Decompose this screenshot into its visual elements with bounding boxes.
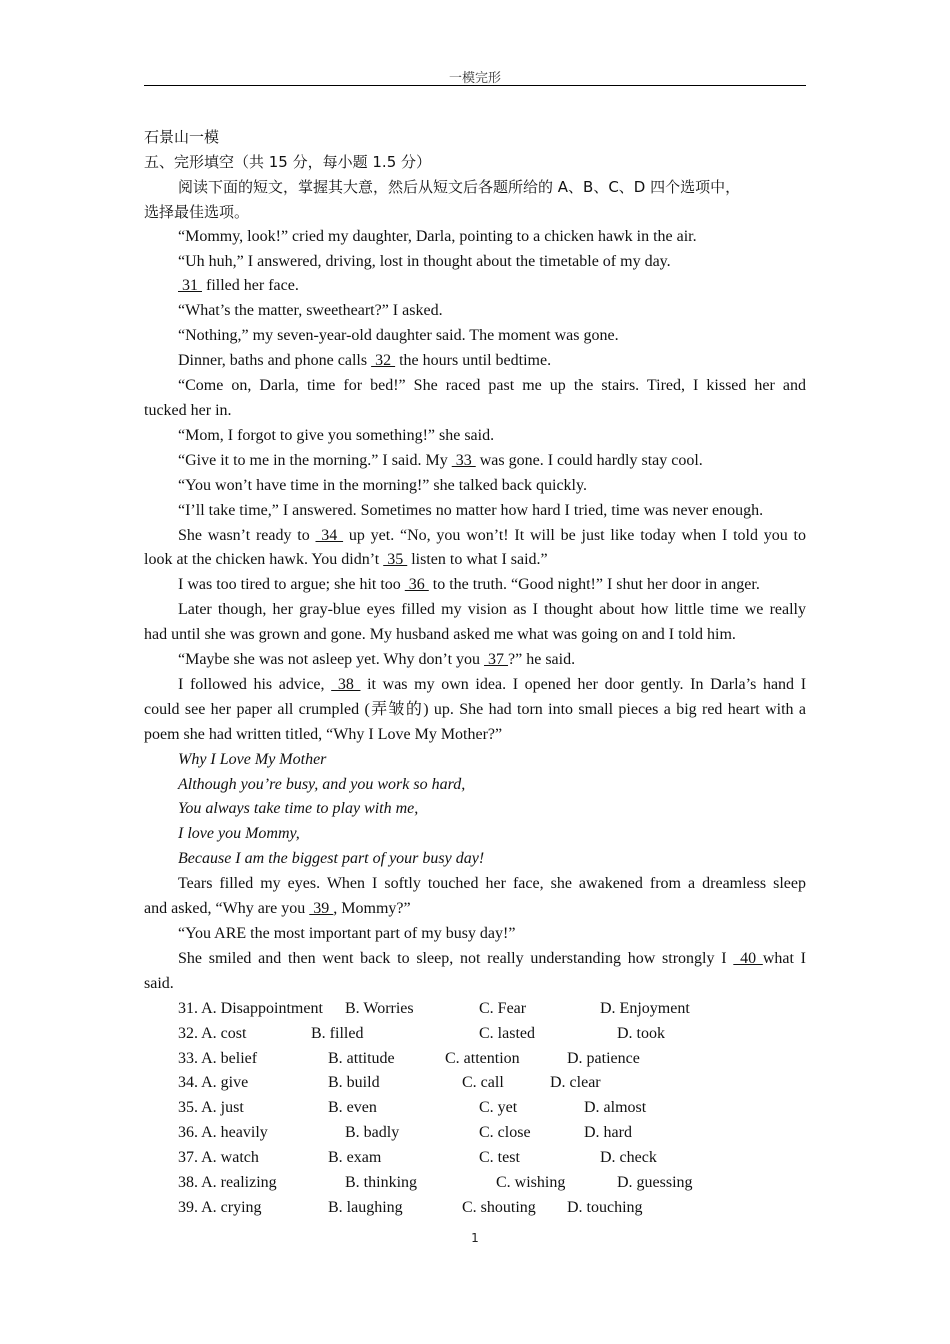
document-body: [144, 125, 806, 1221]
paragraph-14-line-1: Later though, her gray-blue eyes filled my vision as I thought about how little time we really: [178, 601, 806, 619]
paragraph-13: I was too tired to argue; she hit too 36 to the truth. “Good night!” I shut her door in anger.: [178, 576, 760, 594]
paragraph-12-line-1: She wasn’t ready to 34 up yet. “No, you won’t! It will be just like today when I told you to: [178, 526, 807, 544]
poem-line: Although you’re busy, and you work so hard,: [178, 775, 466, 793]
paragraph-9: “Give it to me in the morning.” I said. My 33 was gone. I could hardly stay cool.: [178, 451, 703, 469]
option-a: 38. A. realizing: [178, 1173, 277, 1191]
option-a: 39. A. crying: [178, 1198, 262, 1216]
paragraph-17-line-1: Tears filled my eyes. When I softly touched her face, she awakened from a dreamless sleep: [178, 875, 806, 893]
option-a: 34. A. give: [178, 1074, 249, 1092]
paragraph-1: “Mommy, look!” cried my daughter, Darla, pointing to a chicken hawk in the air.: [178, 227, 697, 245]
paragraph-15: “Maybe she was not asleep yet. Why don’t you 37 ?” he said.: [178, 651, 576, 669]
paragraph-16-line-2: could see her paper all crumpled (弄皱的) up. She had torn into small pieces a big red heart with a: [144, 700, 806, 718]
paragraph-18: “You ARE the most important part of my busy day!”: [178, 925, 516, 942]
blank-40: 40: [733, 949, 763, 967]
option-row-32: [144, 1022, 806, 1047]
paragraph-14-line-2: had until she was grown and gone. My husband asked me what was going on and I told him.: [144, 626, 736, 644]
paragraph-5: “Nothing,” my seven-year-old daughter said. The moment was gone.: [178, 327, 619, 345]
page-header-title: 一模完形: [448, 71, 501, 86]
blank-33: 33: [451, 451, 476, 469]
option-b: B. even: [328, 1099, 377, 1117]
option-c: C. lasted: [479, 1024, 535, 1042]
option-c: C. Fear: [479, 999, 527, 1017]
paragraph-11: “I’ll take time,” I answered. Sometimes no matter how hard I tried, time was never enough.: [178, 501, 764, 519]
option-b: B. attitude: [328, 1049, 395, 1067]
instruction-line-1: 阅读下面的短文，掌握其大意，然后从短文后各题所给的 A、B、C、D 四个选项中，: [178, 177, 741, 196]
option-b: B. filled: [311, 1024, 364, 1042]
blank-31: 31: [178, 277, 202, 295]
paragraph-7-line-2: tucked her in.: [144, 401, 232, 419]
option-row-36: [144, 1121, 806, 1146]
option-c: C. close: [479, 1124, 531, 1142]
option-d: D. hard: [584, 1124, 632, 1142]
paragraph-2: “Uh huh,” I answered, driving, lost in thought about the timetable of my day.: [178, 252, 671, 270]
option-row-35: [144, 1096, 806, 1121]
option-row-37: [144, 1146, 806, 1171]
paragraph-12-line-2: look at the chicken hawk. You didn’t 35 listen to what I said.”: [144, 551, 548, 569]
option-b: B. laughing: [328, 1198, 403, 1216]
option-a: 35. A. just: [178, 1099, 244, 1117]
option-c: C. wishing: [496, 1173, 566, 1191]
option-d: D. almost: [584, 1099, 647, 1117]
options-list: [144, 997, 806, 1221]
blank-32: 32: [371, 352, 396, 370]
option-b: B. Worries: [345, 999, 414, 1017]
paragraph-17-line-2: and asked, “Why are you 39 , Mommy?”: [144, 900, 411, 918]
paragraph-4: “What’s the matter, sweetheart?” I asked.: [178, 302, 443, 320]
option-row-34: [144, 1071, 806, 1096]
page-number: 1: [471, 1231, 479, 1245]
option-d: D. patience: [567, 1049, 640, 1067]
blank-35: 35: [383, 551, 408, 569]
paragraph-8: “Mom, I forgot to give you something!” she said.: [178, 426, 495, 444]
option-c: C. test: [479, 1149, 520, 1167]
blank-38: 38: [331, 675, 361, 693]
option-row-31: [144, 997, 806, 1022]
source-label: 石景山一模: [144, 128, 220, 146]
paragraph-19-line-2: said.: [144, 974, 174, 992]
option-d: D. took: [617, 1024, 665, 1042]
option-d: D. touching: [567, 1198, 643, 1216]
blank-39: 39: [309, 900, 334, 918]
poem-line: I love you Mommy,: [178, 825, 300, 843]
blank-36: 36: [404, 576, 429, 594]
paragraph-7-line-1: “Come on, Darla, time for bed!” She raced past me up the stairs. Tired, I kissed her and: [178, 377, 806, 395]
instruction-line-2: 选择最佳选项。: [144, 202, 250, 221]
option-c: C. yet: [479, 1099, 518, 1117]
paragraph-19-line-1: She smiled and then went back to sleep, not really understanding how strongly I 40 what I: [178, 949, 807, 967]
poem-line: Because I am the biggest part of your busy day!: [178, 850, 485, 868]
option-a: 32. A. cost: [178, 1024, 247, 1042]
option-a: 33. A. belief: [178, 1049, 258, 1067]
paragraph-6: Dinner, baths and phone calls 32 the hours until bedtime.: [178, 352, 552, 370]
option-c: C. attention: [445, 1049, 520, 1067]
poem-title: Why I Love My Mother: [178, 750, 327, 768]
option-d: D. Enjoyment: [600, 999, 690, 1017]
section-heading: 五、完形填空（共 15 分，每小题 1.5 分）: [144, 152, 432, 171]
option-b: B. thinking: [345, 1173, 418, 1191]
paragraph-16-line-1: I followed his advice, 38 it was my own idea. I opened her door gently. In Darla’s hand I: [178, 675, 807, 693]
option-d: D. clear: [550, 1074, 601, 1092]
option-row-38: [144, 1171, 806, 1196]
option-d: D. check: [600, 1149, 657, 1167]
option-c: C. call: [462, 1074, 504, 1092]
option-d: D. guessing: [617, 1173, 693, 1191]
option-a: 36. A. heavily: [178, 1124, 268, 1142]
paragraph-3: 31 filled her face.: [178, 277, 299, 295]
paragraph-10: “You won’t have time in the morning!” she talked back quickly.: [178, 476, 587, 494]
blank-37: 37: [484, 651, 509, 669]
header-rule: [144, 85, 806, 86]
option-row-39: [144, 1196, 806, 1221]
option-b: B. build: [328, 1074, 380, 1092]
blank-34: 34: [315, 526, 344, 544]
option-c: C. shouting: [462, 1198, 536, 1216]
poem-line: You always take time to play with me,: [178, 800, 419, 818]
option-b: B. exam: [328, 1149, 382, 1167]
option-a: 31. A. Disappointment: [178, 999, 323, 1017]
option-b: B. badly: [345, 1124, 400, 1142]
option-a: 37. A. watch: [178, 1149, 259, 1167]
option-row-33: [144, 1047, 806, 1072]
paragraph-16-line-3: poem she had written titled, “Why I Love My Mother?”: [144, 725, 503, 743]
